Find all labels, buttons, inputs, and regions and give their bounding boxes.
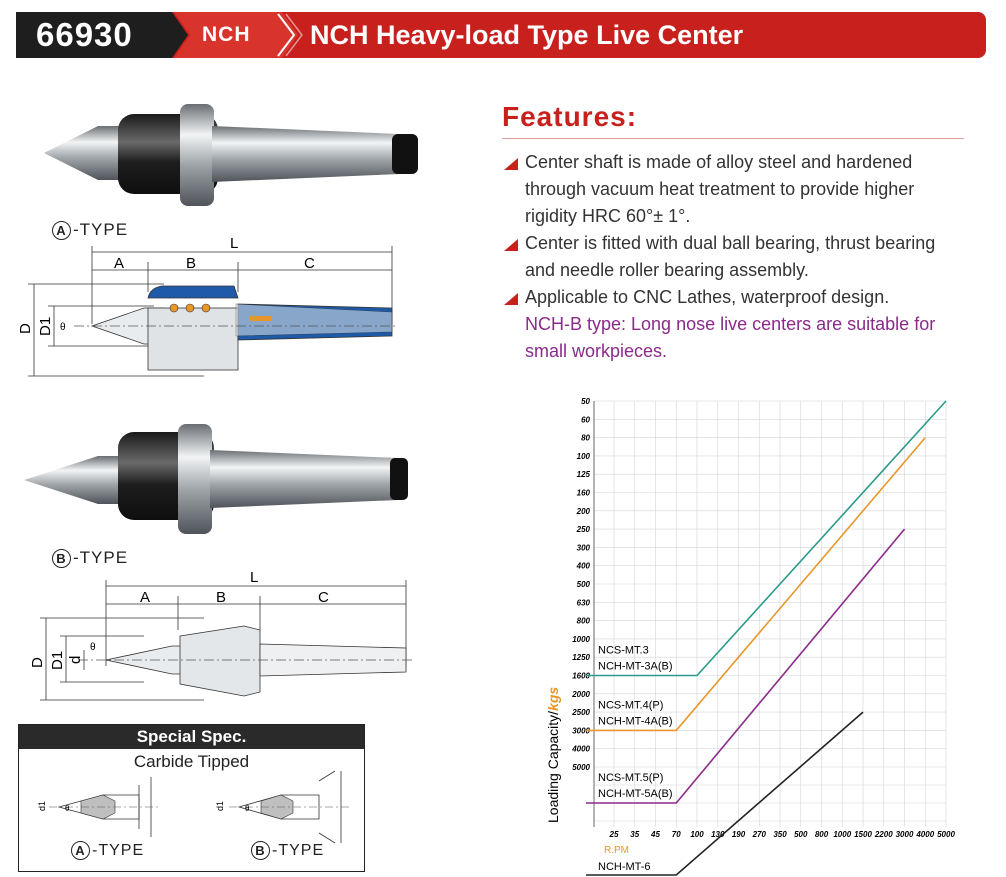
feature-item: Center is fitted with dual ball bearing, thrust bearing and needle roller bearing assembly. — [502, 230, 964, 284]
feature-note: NCH-B type: Long nose live centers are suitable for small workpieces. — [525, 314, 936, 361]
spec-b-circle-icon: B — [251, 841, 270, 860]
y-tick-label: 125 — [576, 470, 590, 480]
y-tick-label: 160 — [576, 488, 590, 498]
dim-D: D — [17, 323, 34, 334]
dim-d1-b: d1 — [215, 800, 225, 811]
series-tag: NCH — [202, 23, 251, 46]
x-tick-label: 800 — [814, 830, 829, 839]
chart-ylabel — [545, 687, 561, 823]
bullet-triangle-icon — [504, 293, 518, 305]
product-code: 66930 — [36, 16, 133, 53]
y-tick-label: 300 — [576, 543, 590, 553]
special-spec-heading: Special Spec. — [19, 725, 364, 749]
a-type-label: A -TYPE — [52, 220, 128, 240]
spec-b-label: B -TYPE — [251, 841, 324, 860]
series-label: NCH-MT-3A(B) — [598, 660, 673, 673]
x-tick-label: 5000 — [937, 830, 955, 839]
y-tick-label: 1250 — [572, 653, 590, 663]
series-label: NCH-MT-5A(B) — [598, 788, 673, 800]
dim-d-b: d — [67, 655, 84, 664]
dim-L: L — [230, 235, 239, 252]
special-spec-box — [18, 724, 365, 872]
b-type-label: B -TYPE — [52, 548, 128, 568]
y-tick-label: 1000 — [572, 634, 590, 644]
y-tick-label: 3000 — [572, 726, 590, 736]
series-label: NCH-MT-6 — [598, 861, 651, 873]
dim-D1-b: D1 — [49, 650, 66, 670]
series-label: NCH-MT-4A(B) — [598, 715, 673, 728]
dim-D-b: D — [29, 657, 46, 668]
x-tick-label: 270 — [752, 830, 766, 839]
y-tick-label: 200 — [576, 506, 590, 516]
x-tick-label: 130 — [711, 830, 725, 839]
chart-xlabel: R.PM — [604, 845, 629, 856]
x-tick-label: 190 — [731, 830, 746, 839]
spec-a-circle-icon: A — [71, 841, 90, 860]
y-tick-label: 800 — [576, 616, 590, 626]
feature-item: Applicable to CNC Lathes, waterproof design. NCH-B type: Long nose live centers are suitable for small workpieces. — [502, 284, 964, 365]
y-tick-label: 60 — [581, 415, 590, 425]
x-tick-label: 2200 — [874, 830, 893, 839]
ylabel-text: Loading Capacity/ — [545, 710, 561, 823]
x-tick-label: 70 — [671, 830, 681, 839]
series-label: NCS-MT.3 — [598, 644, 649, 657]
x-tick-label: 500 — [794, 830, 808, 839]
dim-C-b: C — [318, 589, 329, 606]
features-list — [502, 149, 964, 365]
y-tick-label: 500 — [576, 580, 590, 589]
spec-a-label: A -TYPE — [71, 841, 144, 860]
y-tick-label: 400 — [576, 561, 590, 571]
y-tick-label: 4000 — [572, 744, 590, 754]
x-tick-label: 45 — [651, 830, 660, 839]
x-tick-label: 35 — [630, 830, 640, 839]
carbide-drawings — [19, 771, 364, 845]
dim-A-b: A — [140, 589, 151, 606]
x-tick-label: 4000 — [916, 830, 935, 839]
series-label: NCS-MT.5(P) — [598, 772, 664, 784]
special-spec-subtitle: Carbide Tipped — [133, 752, 250, 771]
x-tick-label: 1500 — [854, 830, 872, 839]
y-tick-label: 250 — [576, 525, 590, 535]
loading-capacity-chart — [540, 395, 970, 873]
x-tick-label: 3000 — [895, 830, 914, 839]
features-heading: Features: — [502, 101, 638, 132]
a-type-drawing — [14, 232, 404, 384]
dim-theta-b: θ — [90, 642, 96, 653]
y-tick-label: 100 — [576, 451, 590, 461]
dim-theta-sa: θ — [65, 804, 70, 813]
x-tick-label: 350 — [773, 830, 787, 839]
header-banner — [16, 12, 986, 58]
a-circle-icon: A — [52, 221, 71, 240]
y-tick-label: 2500 — [572, 708, 590, 718]
x-tick-label: 100 — [690, 830, 704, 839]
feature-item: Center shaft is made of alloy steel and hardened through vacuum heat treatment to provide higher rigidity HRC 60°± 1°. — [502, 149, 964, 230]
b-type-drawing — [14, 566, 414, 706]
features-section — [502, 102, 964, 365]
dim-L-b: L — [250, 569, 259, 586]
b-circle-icon: B — [52, 549, 71, 568]
bullet-triangle-icon — [504, 239, 518, 251]
y-tick-label: 2000 — [572, 689, 590, 699]
bullet-triangle-icon — [504, 158, 518, 170]
series-label: NCS-MT.4(P) — [598, 699, 664, 712]
dim-B-b: B — [216, 589, 227, 606]
dim-A: A — [114, 255, 125, 272]
dim-theta: θ — [60, 322, 66, 333]
y-tick-label: 80 — [581, 433, 590, 443]
y-tick-label: 1600 — [572, 671, 590, 681]
x-tick-label: 25 — [609, 830, 619, 839]
dim-D1: D1 — [37, 316, 54, 336]
features-divider — [502, 138, 964, 139]
dim-d1-a: d1 — [37, 800, 47, 811]
b-type-photo — [18, 420, 418, 540]
x-tick-label: 1000 — [833, 830, 852, 839]
series-line — [586, 401, 946, 676]
dim-B: B — [186, 255, 197, 272]
page-title: NCH Heavy-load Type Live Center — [310, 20, 744, 50]
a-type-photo — [40, 96, 430, 226]
ylabel-unit: kgs — [545, 686, 561, 711]
y-tick-label: 50 — [581, 397, 590, 406]
y-tick-label: 5000 — [572, 763, 590, 772]
dim-theta-sb: θ — [245, 804, 250, 813]
dim-C: C — [304, 255, 315, 272]
y-tick-label: 630 — [576, 598, 590, 608]
